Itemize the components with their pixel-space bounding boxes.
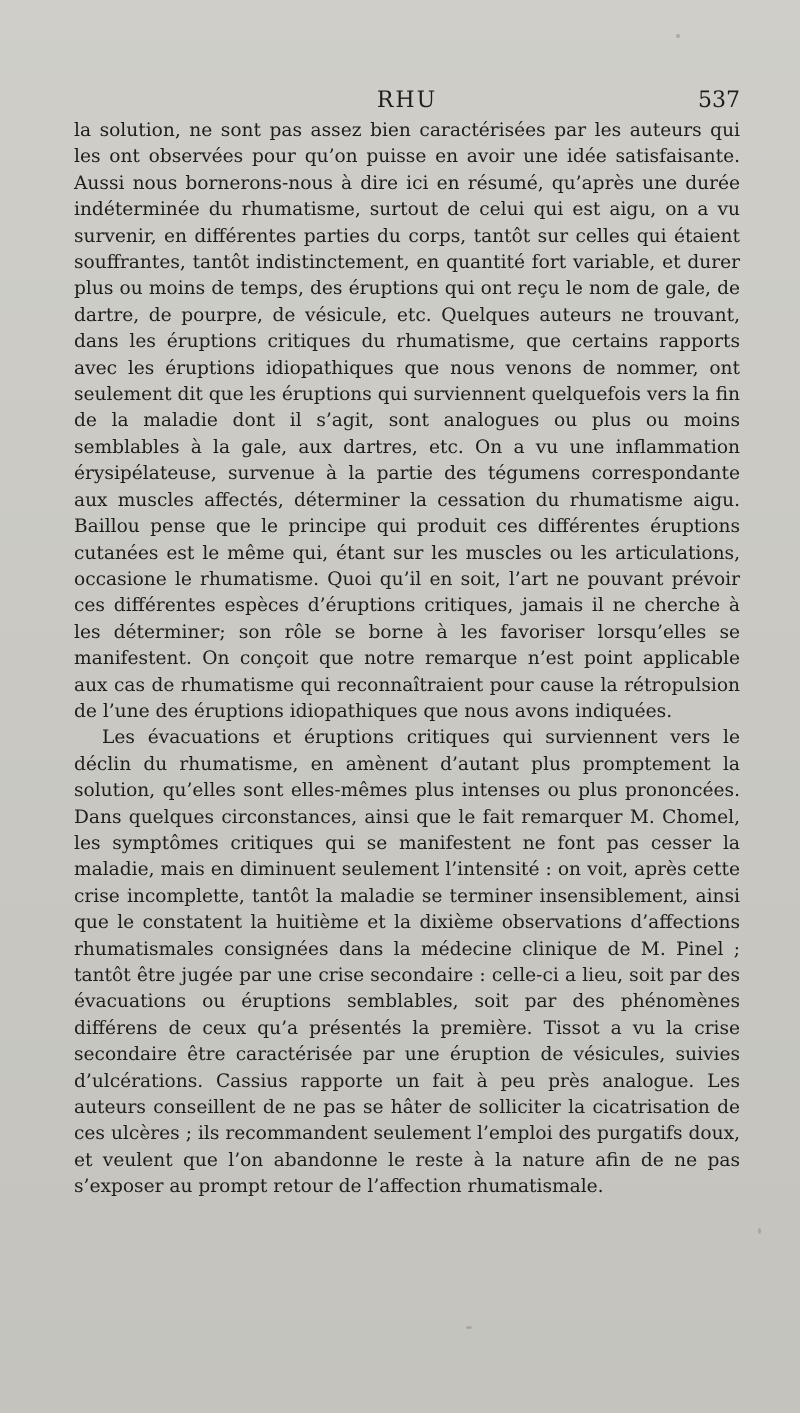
page-number: 537 [698, 88, 740, 113]
body-text [74, 118, 740, 1201]
paragraph-2: Les évacuations et éruptions critiques qui surviennent vers le déclin du rhumatisme, en amènent d’autant plus promptement la solution, qu’elles sont elles-mêmes plus intenses ou plus prononcées. Dans quelques circonstances, ainsi que le fait remarquer M. Chomel, les symptômes critiques qui se manifestent ne font pas cesser la maladie, mais en diminuent seulement l’intensité : on voit, après cette crise incomplette, tantôt la maladie se terminer insensiblement, ainsi que le constatent la huitième et la dixième observations d’affections rhumatismales consignées dans la médecine clinique de M. Pinel ; tantôt être jugée par une crise secondaire : celle-ci a lieu, soit par des évacuations ou éruptions semblables, soit par des phénomènes différens de ceux qu’a présentés la première. Tissot a vu la crise secondaire être caractérisée par une éruption de vésicules, suivies d’ulcérations. Cassius rapporte un fait à peu près analogue. Les auteurs conseillent de ne pas se hâter de solliciter la cicatrisation de ces ulcères ; ils recommandent seulement l’emploi des purgatifs doux, et veulent que l’on abandonne le reste à la nature afin de ne pas s’exposer au prompt retour de l’affection rhumatismale. [74, 727, 740, 1198]
paragraph-1: la solution, ne sont pas assez bien caractérisées par les auteurs qui les ont observées pour qu’on puisse en avoir une idée satisfaisante. Aussi nous bornerons-nous à dire ici en résumé, qu’après une durée indéterminée du rhumatisme, surtout de celui qui est aigu, on a vu survenir, en différentes parties du corps, tantôt sur celles qui étaient souffrantes, tantôt indistinctement, en quantité fort variable, et durer plus ou moins de temps, des éruptions qui ont reçu le nom de gale, de dartre, de pourpre, de vésicule, etc. Quelques auteurs ne trouvant, dans les éruptions critiques du rhumatisme, que certains rapports avec les éruptions idiopathiques que nous venons de nommer, ont seulement dit que les éruptions qui surviennent quelquefois vers la fin de la maladie dont il s’agit, sont analogues ou plus ou moins semblables à la gale, aux dartres, etc. On a vu une inflammation érysipélateuse, survenue à la partie des tégumens correspondante aux muscles affectés, déterminer la cessation du rhumatisme aigu. Baillou pense que le principe qui produit ces différentes éruptions cutanées est le même qui, étant sur les muscles ou les articulations, occasione le rhumatisme. Quoi qu’il en soit, l’art ne pouvant prévoir ces différentes espèces d’éruptions critiques, jamais il ne cherche à les déterminer; son rôle se borne à les favoriser lorsqu’elles se manifestent. On conçoit que notre remarque n’est point applicable aux cas de rhumatisme qui reconnaîtraient pour cause la rétropulsion de l’une des éruptions idiopathiques que nous avons indiquées. [74, 120, 740, 722]
paper-speck [758, 1228, 761, 1234]
page-header [74, 88, 740, 118]
paper-speck [466, 1326, 472, 1329]
running-head: RHU [376, 88, 438, 113]
paper-speck [676, 34, 680, 38]
